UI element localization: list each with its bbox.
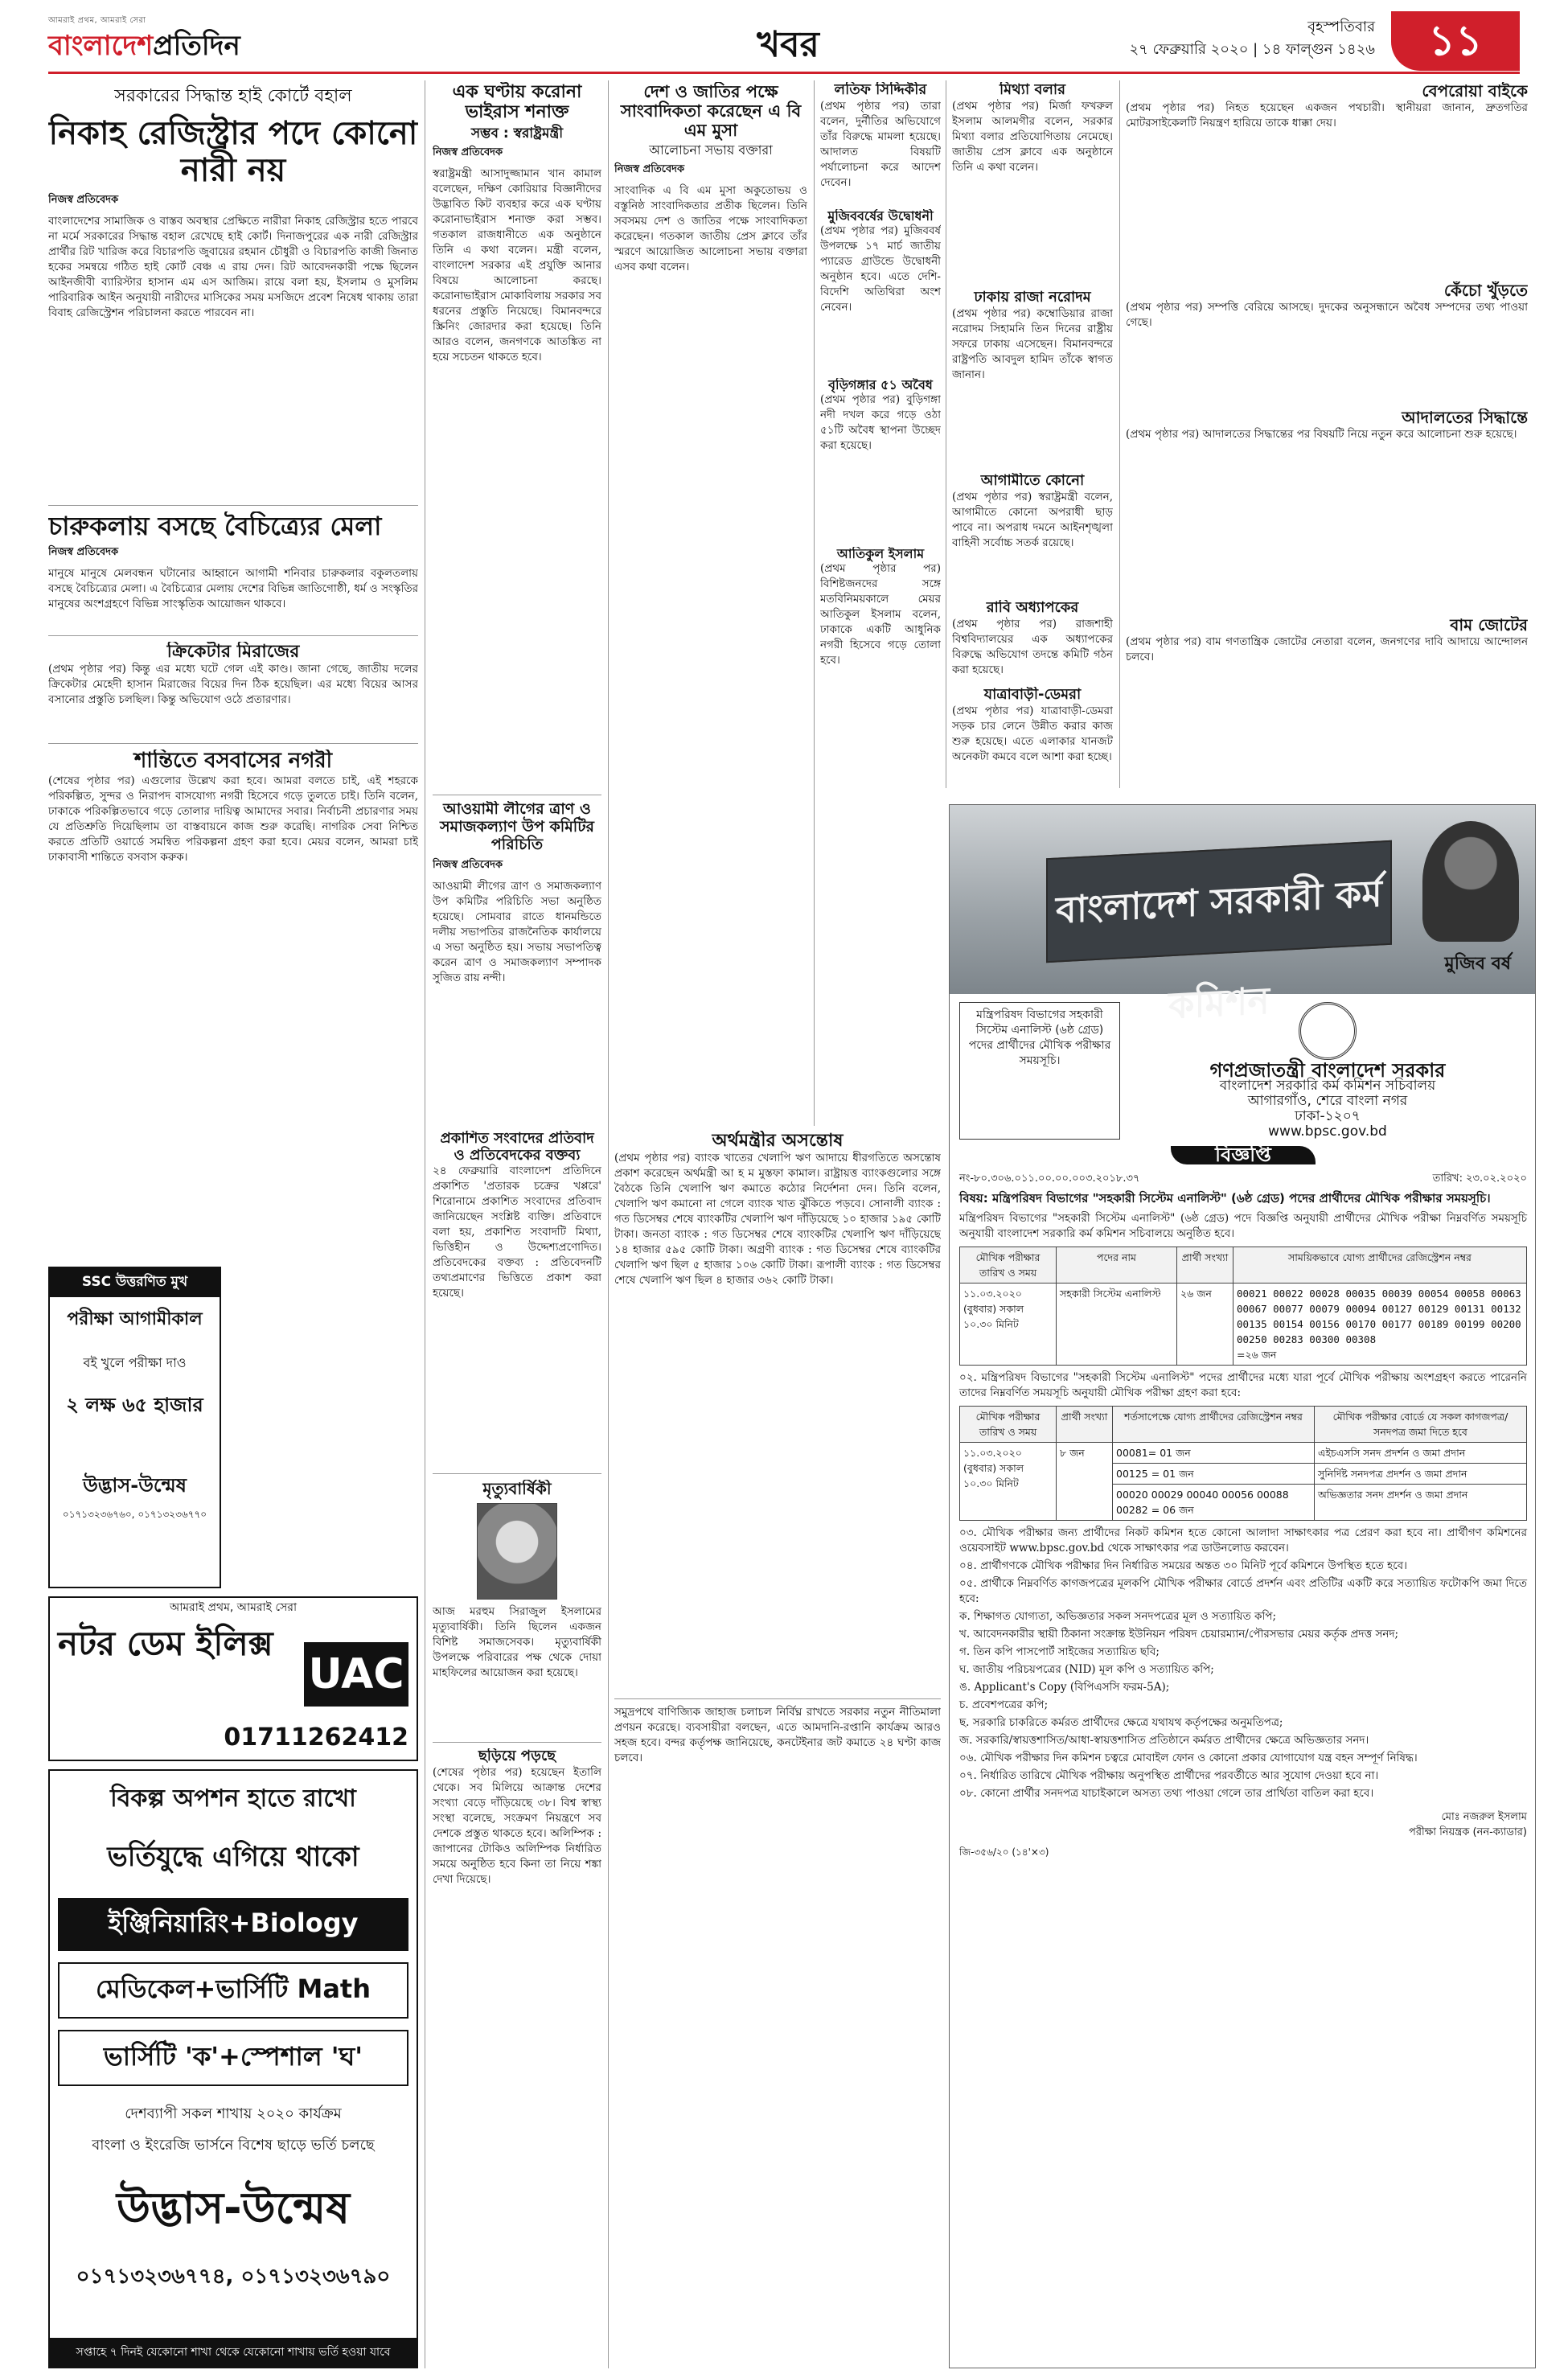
article-headline[interactable]: আগামীতে কোনো	[980, 473, 1085, 489]
article-byline: নিজস্ব প্রতিবেদক	[614, 162, 685, 175]
table-header: প্রার্থী সংখ্যা	[1177, 1247, 1233, 1284]
table-cell: ৮ জন	[1057, 1443, 1113, 1521]
article-awami	[433, 801, 601, 1123]
notice-item: ঘ. জাতীয় পরিচয়পত্রের (NID) মূল কপি ও সত্যায়িত কপি;	[959, 1663, 1214, 1676]
article-headline[interactable]: এক ঘণ্টায় করোনা ভাইরাস শনাক্ত	[452, 82, 582, 123]
article-body: মানুষে মানুষে মেলবন্ধন ঘটানোর আহ্বানে আগামী শনিবার চারুকলার বকুলতলায় বসছে বৈচিত্র্যের মেলা। এ বৈচিত্র্যের মেলায় দেশের বিভিন্ন জাতিগোষ্ঠী, ধর্ম ও সংস্কৃতির মানুষের অংশগ্রহণে বিভিন্ন সাংস্কৃতিক আয়োজন থাকবে।	[48, 566, 418, 610]
notice-signature	[959, 1809, 1527, 1840]
article-body: (প্রথম পৃষ্ঠার পর) স্বরাষ্ট্রমন্ত্রী বলেন, আগামীতে কোনো অপরাধী ছাড় পাবে না। অপরাধ দমনে আইনশৃঙ্খলা বাহিনী সর্বোচ্চ সতর্ক রয়েছে।	[952, 490, 1113, 549]
article-kicker: সরকারের সিদ্ধান্ত হাই কোর্টে বহাল	[114, 86, 352, 106]
notice-item: ০৪. প্রার্থীগণকে মৌখিক পরীক্ষার দিন নির্ধারিত সময়ের অন্তত ৩০ মিনিট পূর্বে কমিশনে উপস্থিত হতে হবে।	[959, 1559, 1407, 1572]
article-body: (প্রথম পৃষ্ঠার পর) যাত্রাবাড়ী-ডেমরা সড়ক চার লেনে উন্নীত করার কাজ শুরু হয়েছে। এতে এলাকার যানজট অনেকটা কমবে বলে আশা করা হচ্ছে।	[952, 704, 1113, 763]
article-headline[interactable]: মিথ্যা বলার	[999, 82, 1066, 98]
article-mujib	[820, 209, 941, 370]
mujib-year-logo: মুজিব বর্ষ	[1444, 954, 1511, 974]
article-headline[interactable]: বৃড়িগঙ্গার ৫১ অবৈধ	[828, 378, 933, 392]
logo-tagline: আমরাই প্রথম, আমরাই সেরা	[48, 16, 146, 25]
notice-summary-box: মন্ত্রিপরিষদ বিভাগের সহকারী সিস্টেম এনালিস্ট (৬ষ্ঠ গ্রেড) পদের প্রার্থীদের মৌখিক পরীক্ষার সময়সূচি।	[959, 1002, 1120, 1140]
article-headline[interactable]: রাবি অধ্যাপকের	[986, 600, 1079, 616]
logo-part-2: প্রতিদিন	[153, 30, 240, 62]
ad-ssc[interactable]	[48, 1267, 221, 1588]
article-body: সাংবাদিক এ বি এম মুসা অকুতোভয় ও বস্তুনিষ্ঠ সাংবাদিকতার প্রতীক ছিলেন। তিনি সবসময় দেশ ও জাতির পক্ষে সাংবাদিকতা করেছেন। গতকাল জাতীয় প্রেস ক্লাবে তাঁর স্মরণে আয়োজিত আলোচনা সভায় বক্তারা এসব কথা বলেন।	[614, 183, 807, 273]
notice-subject: বিষয়: মন্ত্রিপরিষদ বিভাগের "সহকারী সিস্টেম এনালিস্ট" (৬ষ্ঠ গ্রেড) পদের প্রার্থীদের মৌখিক পরীক্ষার সময়সূচি।	[959, 1191, 1491, 1205]
article-body: স্বরাষ্ট্রমন্ত্রী আসাদুজ্জামান খান কামাল বলেছেন, দক্ষিণ কোরিয়ার বিজ্ঞানীদের উদ্ভাবিত কিট ব্যবহার করে এক ঘণ্টায় করোনাভাইরাস শনাক্ত করা সম্ভব। গতকাল রাজধানীতে এক অনুষ্ঠানে তিনি এ কথা বলেন। মন্ত্রী বলেন, বাংলাদেশ সরকার এই প্রযুক্তি আনার বিষয়ে আলোচনা করছে। করোনাভাইরাস মোকাবিলায় সরকার সব ধরনের প্রস্তুতি নিয়েছে। বিমানবন্দরে স্ক্রিনিং জোরদার করা হয়েছে। তিনি আরও বলেন, জনগণকে আতঙ্কিত না হয়ে সচেতন থাকতে হবে।	[433, 167, 601, 364]
article-agamite	[952, 473, 1113, 594]
table-header: শর্তসাপেক্ষে যোগ্য প্রার্থীদের রেজিস্ট্রেশন নম্বর	[1113, 1407, 1315, 1443]
notice-item: চ. প্রবেশপত্রের কপি;	[959, 1698, 1049, 1711]
article-body: সমুদ্রপথে বাণিজ্যিক জাহাজ চলাচল নির্বিঘ্ন রাখতে সরকার নতুন নীতিমালা প্রণয়ন করেছে। ব্যবসায়ীরা বলছেন, এতে আমদানি-রপ্তানি কার্যক্রম আরও সহজ হবে। বন্দর কর্তৃপক্ষ জানিয়েছে, কনটেইনার জট কমাতে ২৪ ঘণ্টা কাজ চলবে।	[614, 1706, 941, 1764]
ad-name: নটর ডেম ইলিক্স	[58, 1624, 273, 1663]
article-body: (প্রথম পৃষ্ঠার পর) তারা বলেন, দুর্নীতির অভিযোগে তাঁর বিরুদ্ধে মামলা হয়েছে। আদালত বিষয়টি পর্যালোচনা করে আদেশ দেবেন।	[820, 99, 941, 189]
article-body: (প্রথম পৃষ্ঠার পর) বুড়িগঙ্গা নদী দখল করে গড়ে ওঠা ৫১টি অবৈধ স্থাপনা উচ্ছেদ করা হয়েছে।	[820, 393, 941, 453]
article-dhaka-raja	[952, 290, 1113, 466]
schedule-table-2	[959, 1406, 1527, 1521]
article-body: (প্রথম পৃষ্ঠার পর) বিশিষ্টজনদের সঙ্গে মতবিনিময়কালে মেয়র আতিকুল ইসলাম বলেন, ঢাকাকে একটি আধুনিক নগরী হিসেবে গড়ে তোলা হবে।	[820, 562, 941, 667]
article-adalat	[1126, 409, 1528, 610]
table-cell: 00020 00029 00040 00056 00088 00282 = 06 জন	[1113, 1485, 1315, 1521]
weekday: বৃহস্পতিবার	[1307, 18, 1375, 35]
table-cell: 00125 = 01 জন	[1113, 1464, 1315, 1485]
article-headline[interactable]: আওয়ামী লীগের ত্রাণ ও সমাজকল্যাণ উপ কমিটির পরিচিতি	[439, 801, 594, 853]
notice-title: বিজ্ঞপ্তি	[1171, 1146, 1316, 1164]
article-jatrabari	[952, 687, 1113, 791]
table-cell: সুনির্দিষ্ট সনদপত্র প্রদর্শন ও জমা প্রদান	[1314, 1464, 1526, 1485]
section-title: খবর	[757, 24, 819, 65]
notice-item: ০৫. প্রার্থীকে নিম্নবর্ণিত কাগজপত্রের মূলকপি মৌখিক পরীক্ষার বোর্ডে প্রদর্শন এবং প্রতিটির একটি করে সত্যায়িত ফটোকপি জমা দিতে হবে:	[959, 1577, 1527, 1605]
ad-top: SSC উত্তরণিত মুখ	[50, 1268, 220, 1297]
table-cell: ১১.০৩.২০২০ (বুধবার) সকাল ১০.৩০ মিনিট	[960, 1284, 1057, 1366]
article-headline[interactable]: প্রকাশিত সংবাদের প্রতিবাদ ও প্রতিবেদকের বক্তব্য	[440, 1131, 594, 1164]
ad-line: ভর্তিযুদ্ধে এগিয়ে থাকো	[107, 1841, 359, 1873]
article-headline[interactable]: নিকাহ রেজিস্ট্রার পদে কোনো নারী নয়	[48, 115, 418, 189]
article-beporoa	[1126, 82, 1528, 275]
article-headline[interactable]: ক্রিকেটার মিরাজের	[166, 642, 300, 662]
table-cell: 00021 00022 00028 00035 00039 00054 00058 00063 00067 00077 00079 00094 00127 00129 00131 00132 00135 00154 00156 00170 00177 00189 00199 00200 00250 00283 00300 00308	[1237, 1288, 1521, 1345]
notice-item: খ. আবেদনকারীর স্থায়ী ঠিকানা সংক্রান্ত ইউনিয়ন পরিষদ চেয়ারম্যান/পৌরসভার মেয়র কর্তৃক প্রদত্ত সনদ;	[959, 1628, 1399, 1641]
org-name: গণপ্রজাতন্ত্রী বাংলাদেশ সরকার	[1209, 1059, 1446, 1082]
article-subhead: আলোচনা সভায় বক্তারা	[649, 142, 773, 158]
article-corona	[433, 82, 601, 790]
article-headline[interactable]: কেঁচো খুঁড়তে	[1443, 281, 1528, 300]
notice-code: জি-৩৫৬/২০ (১৪'×৩)	[959, 1846, 1049, 1858]
ad-footer: সপ্তাহে ৭ দিনই যেকোনো শাখা থেকে যেকোনো শাখায় ভর্তি হওয়া যাবে	[50, 2338, 417, 2367]
govt-seal-icon	[1299, 1002, 1357, 1060]
table-cell: 00081= 01 জন	[1113, 1443, 1315, 1464]
article-byline: নিজস্ব প্রতিবেদক	[48, 545, 119, 558]
notice-intro: মন্ত্রিপরিষদ বিভাগের "সহকারী সিস্টেম এনালিস্ট" (৬ষ্ঠ গ্রেড) পদে বিজ্ঞপ্তি অনুযায়ী প্রার্থীদের মৌখিক পরীক্ষা নিম্নবর্ণিত সময়সূচি অনুযায়ী বাংলাদেশ সরকারি কর্ম কমিশন সচিবালয়ে অনুষ্ঠিত হবে।	[959, 1212, 1527, 1240]
article-cricket	[48, 642, 418, 738]
table-cell: এইচএসসি সনদ প্রদর্শন ও জমা প্রদান	[1314, 1443, 1526, 1464]
article-osonto	[614, 1131, 941, 1694]
article-body: ২৪ ফেব্রুয়ারি বাংলাদেশ প্রতিদিনে প্রকাশিত 'প্রতারক চক্রের খপ্পরে' শিরোনামে প্রকাশিত সংবাদের প্রতিবাদ জানিয়েছেন সংশ্লিষ্ট ব্যক্তি। প্রতিবাদে বলা হয়, প্রকাশিত সংবাদটি মিথ্যা, ভিত্তিহীন ও উদ্দেশ্যপ্রণোদিত। প্রতিবেদকের বক্তব্য : প্রতিবেদনটি তথ্যপ্রমাণের ভিত্তিতে প্রকাশ করা হয়েছে।	[433, 1164, 601, 1300]
masthead	[48, 11, 1520, 74]
article-headline[interactable]: ছড়িয়ে পড়ছে	[478, 1748, 556, 1764]
article-body: (প্রথম পৃষ্ঠার পর) নিহত হয়েছেন একজন পথচারী। স্থানীয়রা জানান, দ্রুতগতির মোটরসাইকেলটি নিয়ন্ত্রণ হারিয়ে তাকে ধাক্কা দেয়।	[1126, 101, 1528, 129]
notice-banner	[950, 805, 1535, 1028]
schedule-table-1	[959, 1247, 1527, 1366]
article-headline[interactable]: যাত্রাবাড়ী-ডেমরা	[983, 687, 1082, 703]
table-cell: ২৬ জন	[1177, 1284, 1233, 1366]
article-headline[interactable]: শান্তিতে বসবাসের নগরী	[133, 750, 333, 773]
article-desh	[614, 82, 807, 758]
article-headline[interactable]: মুজিববর্ষের উদ্বোধনী	[827, 209, 934, 224]
article-kencho	[1126, 281, 1528, 402]
table-header: মৌখিক পরীক্ষার তারিখ ও সময়	[960, 1407, 1057, 1443]
article-body: আওয়ামী লীগের ত্রাণ ও সমাজকল্যাণ উপ কমিটির পরিচিতি সভা অনুষ্ঠিত হয়েছে। সোমবার রাতে ধানমন্ডিতে দলীয় সভাপতির রাজনৈতিক কার্যালয়ে এ সভা অনুষ্ঠিত হয়। সভায় সভাপতিত্ব করেন ত্রাণ ও সমাজকল্যাণ সম্পাদক সুজিত রায় নন্দী।	[433, 879, 601, 984]
article-death-anniversary	[433, 1480, 601, 1737]
notice-item: ০৭. নির্ধারিত তারিখে মৌখিক পরীক্ষায় অনুপস্থিত প্রার্থীদের পরবর্তীতে আর সুযোগ দেওয়া হবে না।	[959, 1769, 1379, 1782]
ad-phone: 01711262412	[224, 1723, 408, 1752]
article-nikah	[48, 82, 418, 500]
notice-paragraph: ০২. মন্ত্রিপরিষদ বিভাগের "সহকারী সিস্টেম এনালিস্ট" পদের প্রার্থীদের মধ্যে যারা পূর্বে মৌখিক পরীক্ষায় অংশগ্রহণ করতে পারেননি তাদের নিম্নবর্ণিত সময়সূচি অনুযায়ী মৌখিক পরীক্ষা গ্রহণ করা হবে:	[959, 1371, 1527, 1399]
table-header: প্রার্থী সংখ্যা	[1057, 1407, 1113, 1443]
ad-phone: ০১৭১৩২৩৬৭৬০, ০১৭১৩২৩৬৭৭০	[62, 1509, 207, 1520]
table-header: সাময়িকভাবে যোগ্য প্রার্থীদের রেজিস্ট্রেশন নম্বর	[1233, 1247, 1527, 1284]
ad-line: দেশব্যাপী সকল শাখায় ২০২০ কার্যক্রম	[125, 2105, 342, 2122]
table-header: মৌখিক পরীক্ষার বোর্ডে যে সকল কাগজপত্র/সনদপত্র জমা দিতে হবে	[1314, 1407, 1526, 1443]
notice-item: ০৩. মৌখিক পরীক্ষার জন্য প্রার্থীদের নিকট কমিশন হতে কোনো আলাদা সাক্ষাৎকার পত্র প্রেরণ করা হবে না। প্রার্থীগণ কমিশনের ওয়েবসাইট www.bpsc.gov.bd থেকে সাক্ষাৎকার পত্র ডাউনলোড করবেন।	[959, 1526, 1527, 1555]
ad-line: ইঞ্জিনিয়ারিং+Biology	[58, 1898, 408, 1951]
ad-phone: ০১৭১৩২৩৬৭৭৪, ০১৭১৩২৩৬৭৯০	[76, 2265, 391, 2289]
table-cell: ১১.০৩.২০২০ (বুধবার) সকাল ১০.৩০ মিনিট	[960, 1443, 1057, 1521]
article-subhead: সম্ভব : স্বরাষ্ট্রমন্ত্রী	[470, 125, 564, 142]
table-cell: অভিজ্ঞতার সনদ প্রদর্শন ও জমা প্রদান	[1314, 1485, 1526, 1521]
ad-line: বিকল্প অপশন হাতে রাখো	[110, 1785, 356, 1813]
article-headline[interactable]: দেশ ও জাতির পক্ষে সাংবাদিকতা করেছেন এ বি এম মুসা	[620, 82, 802, 141]
article-body: (প্রথম পৃষ্ঠার পর) রাজশাহী বিশ্ববিদ্যালয়ের এক অধ্যাপকের বিরুদ্ধে অভিযোগ তদন্তে কমিটি গঠন করা হয়েছে।	[952, 617, 1113, 676]
ad-line: ভার্সিটি 'ক'+স্পেশাল 'ঘ'	[58, 2030, 408, 2086]
ad-udvash[interactable]	[48, 1769, 418, 2368]
article-samudra	[614, 1705, 941, 2368]
article-byline: নিজস্ব প্রতিবেদক	[433, 146, 503, 159]
article-body: (প্রথম পৃষ্ঠার পর) কিন্তু এর মধ্যে ঘটে গেল এই কাণ্ড। জানা গেছে, জাতীয় দলের ক্রিকেটার মেহেদী হাসান মিরাজের বিয়ের দিন ঠিক হয়েছিল। এর মধ্যে বিয়ের আসর বসানোর প্রস্তুতি চলছিল। কিন্তু অভিযোগ ওঠে প্রতারণার।	[48, 663, 418, 707]
notice-item: ক. শিক্ষাগত যোগ্যতা, অভিজ্ঞতার সকল সনদপত্রের মূল ও সত্যায়িত কপি;	[959, 1610, 1277, 1623]
ad-brand-logo: UAC	[304, 1642, 408, 1707]
notice-items	[959, 1526, 1527, 1801]
table-cell: সহকারী সিস্টেম এনালিস্ট	[1057, 1284, 1177, 1366]
signer-name: মোঃ নজরুল ইসলাম	[1441, 1811, 1527, 1823]
notice-item: ০৬. মৌখিক পরীক্ষার দিন কমিশন চত্বরে মোবাইল ফোন ও কোনো প্রকার যোগাযোগ যন্ত্র বহন সম্পূর্ণ নিষিদ্ধ।	[959, 1752, 1418, 1764]
article-body: (প্রথম পৃষ্ঠার পর) মুজিববর্ষ উপলক্ষে ১৭ মার্চ জাতীয় প্যারেড গ্রাউন্ডে উদ্বোধনী অনুষ্ঠান হবে। এতে দেশি-বিদেশি অতিথিরা অংশ নেবেন।	[820, 224, 941, 314]
notice-banner-sign: বাংলাদেশ সরকারী কর্ম কমিশন	[1046, 840, 1392, 963]
page-number-badge: ১১	[1391, 11, 1520, 71]
notice-item: জ. সরকারি/স্বায়ত্তশাসিত/আধা-স্বায়ত্তশাসিত প্রতিষ্ঠানে কর্মরত প্রার্থীদের ক্ষেত্রে অভিজ্ঞতার সনদ।	[959, 1734, 1369, 1747]
article-shanti	[48, 750, 418, 1260]
ad-line: বাংলা ও ইংরেজি ভার্সনে বিশেষ ছাড়ে ভর্তি চলছে	[92, 2137, 375, 2154]
article-headline[interactable]: চারুকলায় বসছে বৈচিত্র্যের মেলা	[48, 511, 382, 541]
table-header: পদের নাম	[1057, 1247, 1177, 1284]
ad-brand: উদ্ভাস-উন্মেষ	[117, 2183, 350, 2233]
article-vrindiganj	[820, 378, 941, 539]
ad-line: ২ লক্ষ ৬৫ হাজার	[66, 1394, 203, 1416]
article-headline[interactable]: আদালতের সিদ্ধান্তে	[1402, 409, 1528, 427]
article-latif	[820, 82, 941, 203]
ad-notre-dame[interactable]	[48, 1596, 418, 1761]
article-body: (প্রথম পৃষ্ঠার পর) আদালতের সিদ্ধান্তের পর বিষয়টি নিয়ে নতুন করে আলোচনা শুরু হয়েছে।	[1126, 428, 1517, 441]
article-headline[interactable]: অর্থমন্ত্রীর অসন্তোষ	[712, 1131, 844, 1151]
newspaper-logo[interactable]	[48, 14, 289, 68]
notice-body	[959, 1002, 1527, 1860]
article-body: (প্রথম পৃষ্ঠার পর) ব্যাংক খাতের খেলাপি ঋণ আদায়ে ধীরগতিতে অসন্তোষ প্রকাশ করেছেন অর্থমন্ত্রী আ হ ম মুস্তফা কামাল। রাষ্ট্রায়ত্ত ব্যাংকগুলোর সঙ্গে বৈঠকে তিনি খেলাপি ঋণ কমাতে কঠোর নির্দেশনা দেন। তিনি বলেন, খেলাপি ঋণ কমানো না গেলে ব্যাংক খাত ঝুঁকিতে পড়বে। সোনালী ব্যাংক : গত ডিসেম্বর শেষে ব্যাংকটির খেলাপি ঋণ দাঁড়িয়েছে ১০ হাজার ১৯৫ কোটি টাকা। জনতা ব্যাংক : গত ডিসেম্বর শেষে ব্যাংকটির খেলাপি ঋণ দাঁড়িয়েছে ১৪ হাজার ৫৯৫ কোটি টাকা। অগ্রণী ব্যাংক : গত ডিসেম্বর শেষে ব্যাংকটির খেলাপি ঋণ ছিল ৫ হাজার ১০৬ কোটি টাকা। রূপালী ব্যাংক : গত ডিসেম্বর শেষে খেলাপি ঋণ ছিল ৪ হাজার ৩৬২ কোটি টাকা।	[614, 1152, 941, 1288]
table-total: =২৬ জন	[1237, 1349, 1277, 1361]
issue-date: ২৭ ফেব্রুয়ারি ২০২০ | ১৪ ফাল্গুন ১৪২৬	[1129, 41, 1375, 58]
portrait-image	[1422, 821, 1519, 942]
article-body: (প্রথম পৃষ্ঠার পর) মির্জা ফখরুল ইসলাম আলমগীর বলেন, সরকার মিথ্যা বলার প্রতিযোগিতায় নেমেছে। জাতীয় প্রেস ক্লাবে এক অনুষ্ঠানে তিনি এ কথা বলেন।	[952, 99, 1113, 174]
article-mithya	[952, 82, 1113, 283]
article-body: বাংলাদেশের সামাজিক ও বাস্তব অবস্থার প্রেক্ষিতে নারীরা নিকাহ রেজিস্ট্রার হতে পারবে না মর্মে সরকারের সিদ্ধান্ত বহাল রেখেছে হাই কোর্ট। দিনাজপুরের এক নারী রেজিস্ট্রার প্রার্থীর রিট খারিজ করে বিচারপতি জুবায়ের রহমান চৌধুরী ও বিচারপতি কাজী জিনাত হকের সমন্বয়ে গঠিত হাই কোর্ট বেঞ্চ এ রায় দেন। রিট আবেদনকারী পক্ষে ছিলেন আইনজীবী ব্যারিস্টার হাসান এম এস আজিম। রায়ে বলা হয়, ইসলাম ও মুসলিম পারিবারিক আইন অনুযায়ী নারীদের মাসিকের সময় মসজিদে প্রবেশ নিষেধ থাকায় তারা বিবাহ রেজিস্ট্রেশন পরিচালনা করতে পারবেন না।	[48, 215, 418, 319]
article-atikul	[820, 547, 941, 788]
org-website[interactable]: www.bpsc.gov.bd	[1268, 1123, 1387, 1140]
article-sochhi	[433, 1748, 601, 2368]
article-headline[interactable]: ঢাকায় রাজা নরোদম	[974, 290, 1091, 306]
article-body: (প্রথম পৃষ্ঠার পর) বাম গণতান্ত্রিক জোটের নেতারা বলেন, জনগণের দাবি আদায়ে আন্দোলন চলবে।	[1126, 635, 1528, 663]
article-headline[interactable]: আতিকুল ইসলাম	[836, 547, 925, 561]
notice-item: ঙ. Applicant's Copy (বিপিএসসি ফরম-5A);	[959, 1681, 1170, 1694]
article-headline[interactable]: মৃত্যুবার্ষিকী	[482, 1480, 552, 1498]
article-headline[interactable]: বাম জোটের	[1450, 616, 1528, 635]
date-block	[1129, 16, 1375, 61]
article-body: (শেষের পৃষ্ঠার পর) এগুলোর উল্লেখ করা হবে। আমরা বলতে চাই, এই শহরকে পরিকল্পিত, সুন্দর ও নিরাপদ বাসযোগ্য নগরী হিসেবে গড়ে তুলতে চাই। তিনি বলেন, ঢাকাকে পরিকল্পিতভাবে গড়ে তোলার দায়িত্ব আমাদের সবার। নির্বাচনী প্রচারণার সময় যে প্রতিশ্রুতি দিয়েছিলাম তা বাস্তবায়নে কাজ শুরু করেছি। নাগরিক সেবা নিশ্চিত করতে প্রতিটি ওয়ার্ডে সমন্বিত পরিকল্পনা গ্রহণ করা হবে। মেয়র বলেন, আমরা চাই ঢাকাবাসী শান্তিতে বসবাস করুক।	[48, 774, 418, 864]
ad-line: আমরাই প্রথম, আমরাই সেরা	[169, 1601, 298, 1614]
org-line: বাংলাদেশ সরকারি কর্ম কমিশন সচিবালয়	[1219, 1078, 1436, 1094]
portrait-photo	[477, 1503, 557, 1600]
ad-line: বই খুলে পরীক্ষা দাও	[83, 1355, 187, 1370]
org-line: আগারগাঁও, শেরে বাংলা নগর	[1247, 1093, 1408, 1109]
bpsc-notice	[949, 804, 1536, 2368]
table-header: মৌখিক পরীক্ষার তারিখ ও সময়	[960, 1247, 1057, 1284]
article-body: আজ মরহুম সিরাজুল ইসলামের মৃত্যুবার্ষিকী। তিনি ছিলেন একজন বিশিষ্ট সমাজসেবক। মৃত্যুবার্ষিকী উপলক্ষে পরিবারের পক্ষ থেকে দোয়া মাহফিলের আয়োজন করা হয়েছে।	[433, 1605, 601, 1679]
ad-line: পরীক্ষা আগামীকাল	[67, 1309, 203, 1329]
article-bam	[1126, 616, 1528, 793]
article-art-fair	[48, 511, 418, 632]
article-body: (শেষের পৃষ্ঠার পর) হয়েছেন ইতালি থেকে। সব মিলিয়ে আক্রান্ত দেশের সংখ্যা বেড়ে দাঁড়িয়েছে ৩৮। বিশ্ব স্বাস্থ্য সংস্থা বলেছে, সংক্রমণ নিয়ন্ত্রণে সব দেশকে প্রস্তুত থাকতে হবে। অলিম্পিক : জাপানের টোকিও অলিম্পিক নির্ধারিত সময়ে অনুষ্ঠিত হবে কিনা তা নিয়ে শঙ্কা দেখা দিয়েছে।	[433, 1765, 601, 1886]
notice-date: তারিখ: ২৩.০২.২০২০	[1432, 1173, 1527, 1185]
signer-title: পরীক্ষা নিয়ন্ত্রক (নন-ক্যাডার)	[1409, 1826, 1527, 1838]
notice-item: গ. তিন কপি পাসপোর্ট সাইজের সত্যায়িত ছবি;	[959, 1645, 1160, 1658]
article-byline: নিজস্ব প্রতিবেদক	[433, 858, 503, 871]
notice-item: ০৮. কোনো প্রার্থীর সনদপত্র যাচাইকালে অসত্য তথ্য পাওয়া গেলে তার প্রার্থিতা বাতিল করা হবে।	[959, 1787, 1374, 1800]
article-protibad	[433, 1131, 601, 1468]
article-body: (প্রথম পৃষ্ঠার পর) কম্বোডিয়ার রাজা নরোদম সিহামনি তিন দিনের রাষ্ট্রীয় সফরে ঢাকায় এসেছেন। বিমানবন্দরে রাষ্ট্রপতি আবদুল হামিদ তাঁকে স্বাগত জানান।	[952, 306, 1113, 381]
ad-brand: উদ্ভাস-উন্মেষ	[83, 1474, 187, 1497]
ad-line: মেডিকেল+ভার্সিটি Math	[58, 1962, 408, 2019]
logo-part-1: বাংলাদেশ	[48, 30, 154, 62]
org-line: ঢাকা-১২০৭	[1295, 1108, 1361, 1124]
article-headline[interactable]: বেপরোয়া বাইকে	[1422, 82, 1528, 101]
article-body: (প্রথম পৃষ্ঠার পর) সম্পত্তি বেরিয়ে আসছে। দুদকের অনুসন্ধানে অবৈধ সম্পদের তথ্য পাওয়া গেছে।	[1126, 301, 1528, 329]
article-headline[interactable]: লতিফ সিদ্দিকীর	[834, 82, 927, 98]
notice-item: ছ. সরকারি চাকরিতে কর্মরত প্রার্থীদের ক্ষেত্রে যথাযথ কর্তৃপক্ষের অনুমতিপত্র;	[959, 1716, 1283, 1729]
article-rabi	[952, 600, 1113, 680]
notice-ref: নং-৮০.৩০৬.০১১.০০.০০.০০৩.২০১৮.৩৭	[959, 1173, 1140, 1185]
article-byline: নিজস্ব প্রতিবেদক	[48, 194, 119, 206]
